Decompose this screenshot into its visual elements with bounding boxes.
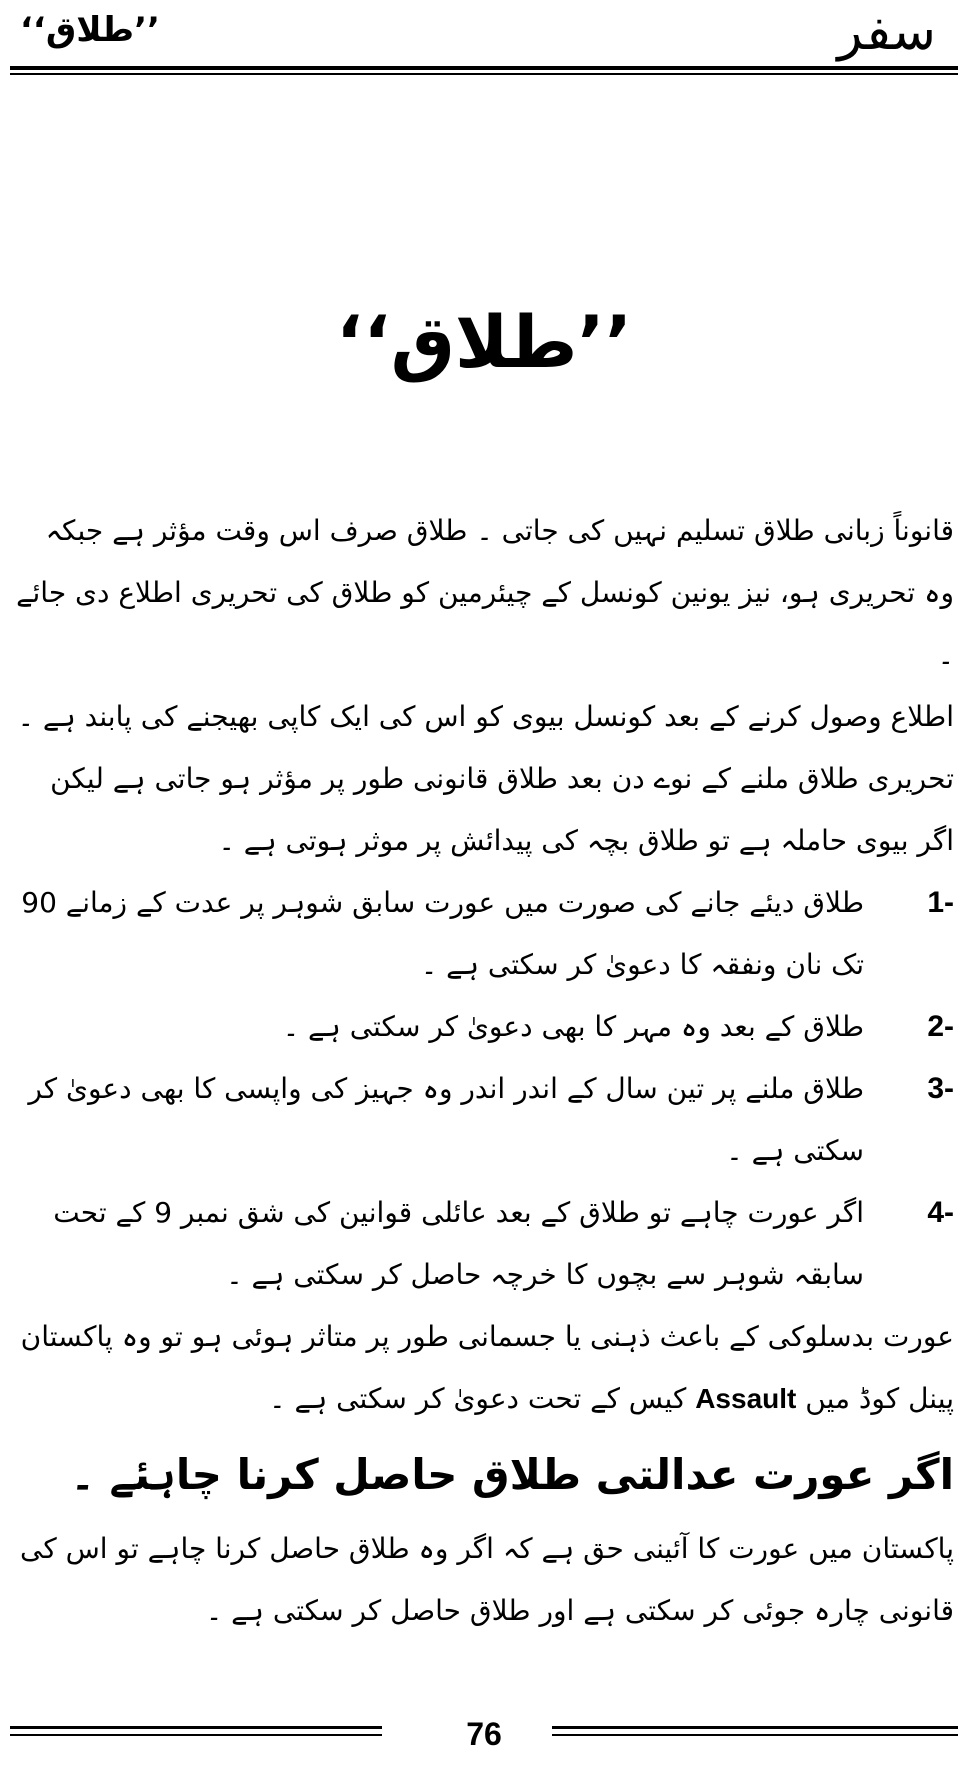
paragraph: اطلاع وصول کرنے کے بعد کونسل بیوی کو اس کی ایک کاپی بھیجنے کی پابند ہے ۔	[17, 700, 954, 733]
header-rule-thin	[10, 73, 958, 75]
assault-text-after: کیس کے تحت دعویٰ کر سکتی ہے ۔	[269, 1382, 687, 1415]
footer-rule-left-thin	[10, 1734, 382, 1736]
list-item	[14, 996, 954, 1058]
list-item-number: 3-	[927, 1072, 954, 1105]
list-item-text: اگر عورت چاہے تو طلاق کے بعد عائلی قوانین کی شق نمبر 9 کے تحت سابقہ شوہر سے بچوں کا خرچہ حاصل کر سکتی ہے ۔	[53, 1196, 864, 1291]
list-item-number: 1-	[927, 886, 954, 919]
assault-text-before: عورت بدسلوکی کے باعث ذہنی یا جسمانی طور پر متاثر ہوئی ہو تو وہ پاکستان پینل کوڈ میں	[20, 1320, 954, 1415]
assault-paragraph	[14, 1306, 954, 1430]
section-heading: اگر عورت عدالتی طلاق حاصل کرنا چاہئے ۔	[70, 1450, 954, 1499]
page-number: 76	[466, 1716, 502, 1752]
footer-rule-left	[10, 1726, 382, 1729]
running-header-book-title: سفر	[837, 2, 936, 62]
paragraph: تحریری طلاق ملنے کے نوے دن بعد طلاق قانونی طور پر مؤثر ہو جاتی ہے لیکن اگر بیوی حاملہ ہے تو طلاق بچہ کی پیدائش پر موثر ہوتی ہے ۔	[50, 762, 954, 857]
list-item-text: طلاق کے بعد وہ مہر کا بھی دعویٰ کر سکتی ہے ۔	[282, 1010, 864, 1043]
list-item-number: 2-	[927, 1010, 954, 1043]
running-header-chapter: ’’طلاق‘‘	[20, 10, 160, 50]
footer-rule-right	[552, 1726, 958, 1729]
list-item-number: 4-	[927, 1196, 954, 1229]
list-item-text: طلاق ملنے پر تین سال کے اندر اندر وہ جہیز کی واپسی کا بھی دعویٰ کر سکتی ہے ۔	[28, 1072, 864, 1167]
paragraph: قانوناً زبانی طلاق تسلیم نہیں کی جاتی ۔ طلاق صرف اس وقت مؤثر ہے جبکہ وہ تحریری ہو، نیز یونین کونسل کے چیئرمین کو طلاق کی تحریری اطلاع دی جائے ۔	[16, 514, 954, 671]
footer-rule-right-thin	[552, 1734, 958, 1736]
list-item	[14, 1058, 954, 1182]
paragraph: پاکستان میں عورت کا آئینی حق ہے کہ اگر وہ طلاق حاصل کرنا چاہے تو اس کی قانونی چارہ جوئی کر سکتی ہے اور طلاق حاصل کر سکتی ہے ۔	[20, 1532, 954, 1627]
list-item	[14, 872, 954, 996]
header-rule-thick	[10, 66, 958, 70]
list-item	[14, 1182, 954, 1306]
list-item-text: طلاق دیئے جانے کی صورت میں عورت سابق شوہر پر عدت کے زمانے 90 تک نان ونفقہ کا دعویٰ کر سکتی ہے ۔	[21, 886, 864, 981]
body-text	[14, 500, 954, 1642]
assault-term: Assault	[695, 1383, 797, 1414]
chapter-title: ’’طلاق‘‘	[335, 300, 633, 384]
